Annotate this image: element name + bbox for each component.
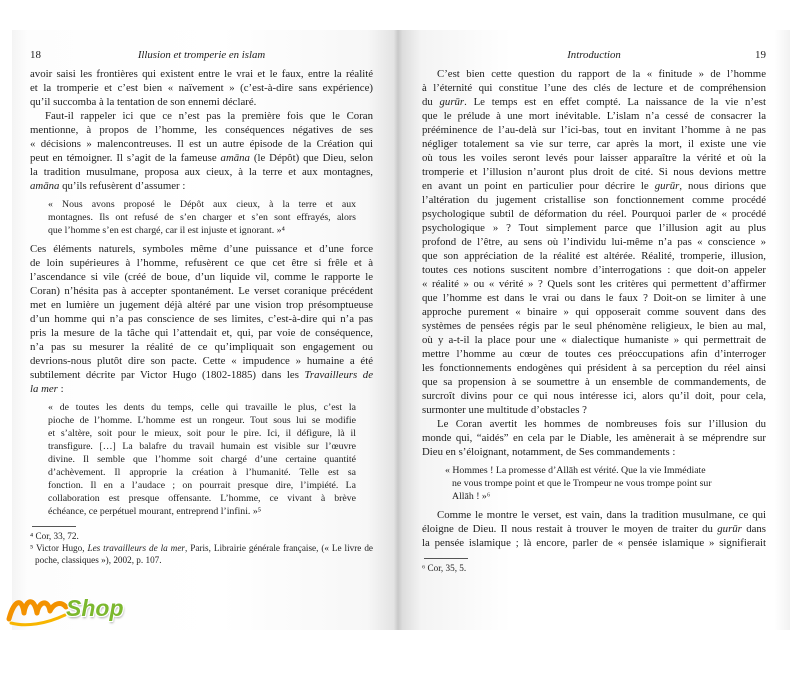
- text-line: systèmes de pensées régis par le seul phénomène religieux, le bien au mal,: [422, 320, 766, 332]
- text-line: Comme le montre le verset, est vain, dans la tradition musulmane, ce qui: [437, 509, 766, 521]
- footnote-separator: [32, 526, 76, 527]
- text-line: psychologique » ? Tout simplement parce que l’illusion agit au plus: [422, 222, 766, 234]
- text-line: monde qui, “aidés” en cela par le Diable, les amènerait à se méprendre sur: [422, 432, 766, 444]
- paragraph: [422, 67, 766, 417]
- italic-term: amāna: [220, 152, 250, 164]
- italic-term: Travailleurs de: [304, 369, 373, 381]
- text-line: « décisions » malencontreuses. Il est un autre épisode de la Création qui: [30, 138, 373, 150]
- text-line: Coran) n’hésita pas à accepter spontanément. Le verset coranique précédent: [30, 285, 373, 297]
- text-line: la tradition musulmane, proposa aux cieux, à la terre et aux montagnes,: [30, 166, 373, 178]
- text-line: surcroît divins pour ce qui nous intéresse ici, alors qu’il doit, pour cela,: [422, 390, 766, 402]
- shop-logo[interactable]: [4, 588, 140, 628]
- footnotes: [30, 526, 373, 566]
- quote-line: d’achèvement. Il approprie la création à l’humanité. Telle est sa: [48, 467, 356, 478]
- text-line: qu’il succomba à la tentation de son ennemi déclaré.: [30, 96, 257, 108]
- quote-line: échéance, ce perpétuel mourant, entreprend l’infini. »⁵: [48, 506, 262, 517]
- page-number: 19: [755, 49, 766, 61]
- text-line: mettre l’homme au cœur de toutes ces préoccupations afin d’interroger: [422, 348, 766, 360]
- orange-swoosh-icon: [4, 588, 70, 628]
- quote-line: divine. Il semble que l’homme soit chargé d’une certaine quantité: [48, 454, 356, 465]
- text-line: en avant un point en particulier pour décrire le gurūr, nous dirions que: [422, 180, 766, 192]
- italic-term: amāna: [30, 180, 60, 192]
- italic-term: Les travailleurs de la mer: [87, 543, 185, 553]
- footnote: [30, 530, 373, 542]
- text-line: l’ascendance si vile (créé de boue, d’un liquide vil, comme le rapporte le: [30, 271, 373, 283]
- text-line: devrions-nous plutôt dire son pacte. Cette « impudence » humaine a été: [30, 355, 373, 367]
- text-line: Le Coran avertit les hommes de nombreuses fois sur l’illusion du: [437, 418, 766, 430]
- text-line: subtilement décrite par Victor Hugo (1802-1885) dans les Travailleurs de: [30, 369, 373, 381]
- paragraph: [30, 109, 373, 193]
- text-line: les fonctionnements endogènes qui président à sa perception du réel ainsi: [422, 362, 766, 374]
- text-line: que sa propension à se soumettre à un ensemble de commandements, de: [422, 376, 766, 388]
- footnote: [30, 542, 373, 566]
- text-line: tromperie et l’illusion n’auront plus droit de cité. Si nous devions mettre: [422, 166, 766, 178]
- quote-line: Allāh ! »⁶: [452, 491, 491, 502]
- right-page: [402, 30, 790, 630]
- text-line: approche purement « binaire » qui opposerait comme souvent dans des: [422, 306, 766, 318]
- footnote-line: ⁵ Victor Hugo, Les travailleurs de la mer, Paris, Librairie générale française, (« Le livre de: [30, 543, 373, 553]
- footnote: [422, 562, 766, 574]
- footnote-line: ⁴ Cor, 33, 72.: [30, 531, 79, 541]
- quote-line: transfigure. […] La balafre du travail humain est visible sur l’œuvre: [48, 441, 356, 452]
- paragraph: [422, 417, 766, 459]
- text-line: pris la mesure de la tâche qui l’attendait et, qui, par voie de conséquence,: [30, 327, 373, 339]
- paragraph: [30, 242, 373, 396]
- text-line: toutes ces notions suscitent nombre d’interrogations : que doit-on appeler: [422, 264, 766, 276]
- quote-line: montagnes. Ils ont refusé de s’en charger et s’en sont effrayés, alors: [48, 212, 356, 223]
- footnote-separator: [424, 558, 468, 559]
- quote-line: fonction. Il en a l’audace ; on pourrait presque dire, l’impiété. La: [48, 480, 356, 491]
- text-column: [422, 67, 766, 574]
- italic-term: gurūr: [654, 180, 680, 192]
- text-line: avoir saisi les frontières qui existent entre le vrai et le faux, entre la réalité: [30, 68, 373, 80]
- page-number: 18: [30, 49, 41, 61]
- text-line: amāna qu’ils refusèrent d’assumer :: [30, 180, 186, 192]
- quote-line: collaboration est presque offensante. L’homme, ce vivant à brève: [48, 493, 356, 504]
- text-line: l’altération du jugement cristallise son fonctionnement comme procédé: [422, 194, 766, 206]
- quote-line: « Hommes ! La promesse d’Allāh est vérité. Que la vie Immédiate: [445, 465, 706, 476]
- text-line: Ces éléments naturels, symboles même d’une puissance et d’une force: [30, 243, 373, 255]
- text-line: que l’homme est dans le vrai ou dans le faux ? Doit-on se limiter à une: [422, 292, 766, 304]
- text-line: « réalité » ou « vérité » ? Quels sont les critères qui permettent d’affirmer: [422, 278, 766, 290]
- quote-line: que l’homme s’en est chargé, car il est injuste et ignorant. »⁴: [48, 225, 285, 236]
- text-line: mentionne, à propos de l’homme, les conséquences négatives de ses: [30, 124, 373, 136]
- block-quote: [48, 401, 356, 518]
- text-line: prééminence de l’au-delà sur l’ici-bas, tout en invitant l’homme à ne pas: [422, 124, 766, 136]
- text-line: la pensée islamique ; là encore, parler de « pensée islamique » signifierait: [422, 537, 766, 549]
- italic-term: gurūr: [717, 523, 742, 535]
- text-line: que son appréciation de la réalité est altérée. Réalité, tromperie, illusion,: [422, 250, 766, 262]
- text-line: peut en témoigner. Il s’agit de la fameuse amāna (le Dépôt) que Dieu, selon: [30, 152, 373, 164]
- running-title: Illusion et tromperie en islam: [137, 49, 266, 61]
- text-line: la mer :: [30, 383, 64, 395]
- text-line: psychologique subtil de déformation du réel. Pourquoi parler de « procédé: [422, 208, 766, 220]
- italic-term: gurūr: [439, 96, 465, 108]
- book-spine: [394, 30, 402, 630]
- text-line: négliger totalement sa vie sur terre, car après la mort, il existe une vie: [422, 138, 766, 150]
- footnote-line: ⁶ Cor, 35, 5.: [422, 563, 467, 573]
- text-line: C’est bien cette question du rapport de la « finitude » de l’homme: [437, 68, 766, 80]
- paragraph: [422, 508, 766, 550]
- text-line: et la tromperie et c’est bien « naïvement » (c’est-à-dire sans expérience): [30, 82, 373, 94]
- text-line: Dieu en s’éloignant, notamment, de Ses commandements :: [422, 446, 676, 458]
- text-line: profond de l’être, au sens où l’individu lui-même n’a pas « conscience »: [422, 236, 766, 248]
- text-line: du gurūr. Le temps est en effet compté. La naissance de la vie n’est: [422, 96, 766, 108]
- text-line: à l’éternité qui constitue l’une des clés de lecture et de compréhension: [422, 82, 766, 94]
- text-line: éloigne de Dieu. Il nous restait à trouver le moyen de traiter du gurūr dans: [422, 523, 766, 535]
- text-line: n’a pas su mesurer la réalité de ce qu’impliquait son engagement ou: [30, 341, 373, 353]
- text-line: de loin supérieures à l’homme, refusèrent ce que cet être si frêle et à: [30, 257, 373, 269]
- block-quote: [445, 464, 756, 503]
- text-line: surmonter une multitude d’obstacles ?: [422, 404, 587, 416]
- block-quote: [48, 198, 356, 237]
- text-line: met en lumière un jugement déjà altéré par une vision trop présomptueuse: [30, 299, 373, 311]
- text-column: [30, 67, 373, 566]
- quote-line: « Nous avons proposé le Dépôt aux cieux, à la terre et aux: [48, 199, 356, 210]
- text-line: où y a-t-il la place pour une « dialectique humaniste » qui permettrait de: [422, 334, 766, 346]
- text-line: d’un homme qui n’a pas conscience de ses limites, c’est-à-dire qui n’a pas: [30, 313, 373, 325]
- footnotes: [422, 558, 766, 574]
- quote-line: « de toutes les dents du temps, celle qui travaille le plus, c’est la: [48, 402, 356, 413]
- left-page: [12, 30, 394, 630]
- footnote-line: poche, classiques »), 2002, p. 107.: [35, 555, 162, 565]
- text-line: où tous les voiles seront levés pour laisser apparaître la vérité et où la: [422, 152, 766, 164]
- logo-text: Shop: [66, 595, 124, 621]
- text-line: que le prélude à une mort inévitable. L’islam n’a cessé de consacrer la: [422, 110, 766, 122]
- paragraph: [30, 67, 373, 109]
- text-line: Faut-il rappeler ici que ce n’est pas la première fois que le Coran: [45, 110, 373, 122]
- quote-line: ne vous trompe point et que le Trompeur ne vous trompe point sur: [452, 478, 712, 489]
- quote-line: et s’altère, soit pour le mieux, soit pour le pire. Ici, il défigure, là il: [48, 428, 356, 439]
- running-title: Introduction: [567, 49, 621, 61]
- quote-line: pioche de l’homme. L’homme est un rongeur. Tout sous lui se modifie: [48, 415, 356, 426]
- italic-term: la mer: [30, 383, 58, 395]
